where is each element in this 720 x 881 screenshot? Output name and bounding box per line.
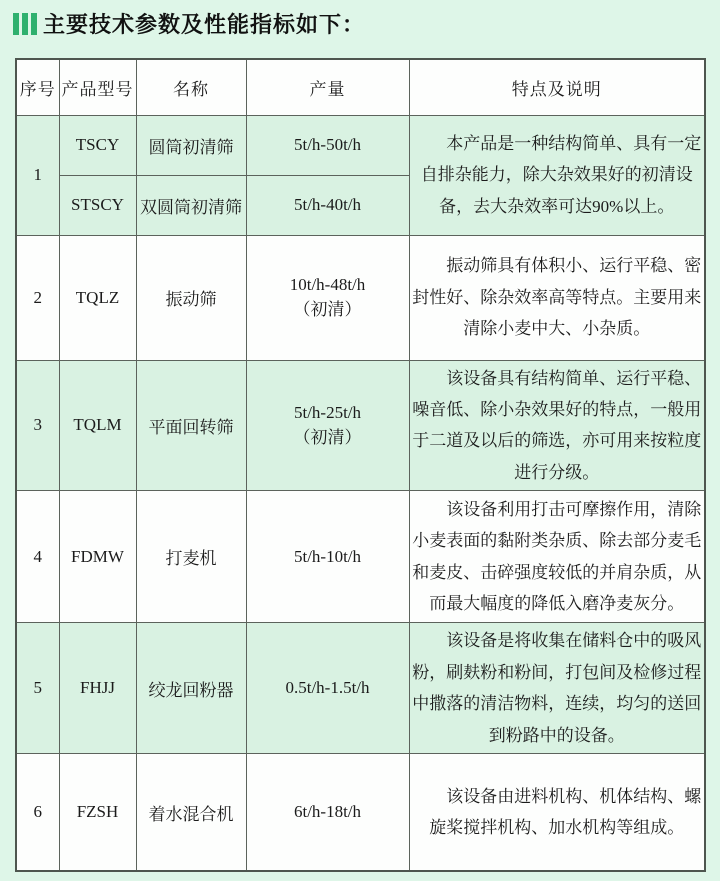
- cell-model: TSCY: [59, 115, 136, 175]
- cell-model: FZSH: [59, 754, 136, 871]
- cell-output: 5t/h-50t/h: [246, 115, 409, 175]
- cell-name: 圆筒初清筛: [136, 115, 246, 175]
- cell-index: 4: [16, 491, 59, 623]
- table-row: [16, 491, 705, 623]
- cell-model: TQLZ: [59, 235, 136, 360]
- column-header-model: 产品型号: [59, 59, 136, 115]
- description-text: 该设备是将收集在储料仓中的吸风粉，刷麸粉和粉间，打包间及检修过程中撒落的清洁物料，连续，均匀的送回到粉路中的设备。: [412, 631, 702, 745]
- cell-description: [409, 360, 705, 491]
- cell-model: FDMW: [59, 491, 136, 623]
- table-header-row: [16, 59, 705, 115]
- cell-index: 6: [16, 754, 59, 871]
- table-row: [16, 754, 705, 871]
- cell-output: 5t/h-10t/h: [246, 491, 409, 623]
- cell-name: 着水混合机: [136, 754, 246, 871]
- description-text: 该设备利用打击可摩擦作用，清除小麦表面的黏附类杂质、除去部分麦毛和麦皮、击碎强度较低的并肩杂质，从而最大幅度的降低入磨净麦灰分。: [412, 499, 702, 614]
- output-value: 5t/h-25t/h: [293, 402, 362, 422]
- cell-output: 5t/h-40t/h: [246, 175, 409, 235]
- cell-model: TQLM: [59, 360, 136, 491]
- column-header-features: 特点及说明: [409, 59, 705, 115]
- description-text: 该设备具有结构简单、运行平稳、噪音低、除小杂效果好的特点，一般用于二道及以后的筛选，亦可用来按粒度进行分级。: [412, 368, 702, 482]
- cell-description: [409, 754, 705, 871]
- column-header-name: 名称: [136, 59, 246, 115]
- output-value: 10t/h-48t/h: [289, 275, 366, 294]
- table-row: [16, 115, 705, 175]
- cell-output: [246, 360, 409, 491]
- cell-name: 打麦机: [136, 491, 246, 623]
- triple-bars-icon: [13, 13, 37, 35]
- cell-description: [409, 235, 705, 360]
- cell-output: 0.5t/h-1.5t/h: [246, 623, 409, 754]
- table-row: [16, 235, 705, 360]
- description-text: 振动筛具有体积小、运行平稳、密封性好、除杂效率高等特点。主要用来清除小麦中大、小杂质。: [412, 256, 702, 339]
- cell-description: [409, 115, 705, 235]
- cell-description: [409, 491, 705, 623]
- cell-output: 6t/h-18t/h: [246, 754, 409, 871]
- column-header-output: 产量: [246, 59, 409, 115]
- page-title-text: 主要技术参数及性能指标如下：: [43, 12, 366, 37]
- cell-name: 绞龙回粉器: [136, 623, 246, 754]
- page-title: [13, 8, 365, 39]
- cell-model: STSCY: [59, 175, 136, 235]
- column-header-index: 序号: [16, 59, 59, 115]
- cell-index: 1: [16, 115, 59, 235]
- description-text: 本产品是一种结构简单、具有一定自排杂能力，除大杂效果好的初清设备，去大杂效率可达90%以上。: [420, 133, 702, 216]
- cell-index: 5: [16, 623, 59, 754]
- table-row: [16, 623, 705, 754]
- cell-output: [246, 235, 409, 360]
- cell-index: 2: [16, 235, 59, 360]
- table-row: [16, 360, 705, 491]
- spec-table: [15, 58, 706, 872]
- output-note: （初清）: [293, 427, 362, 447]
- cell-description: [409, 623, 705, 754]
- cell-name: 平面回转筛: [136, 360, 246, 491]
- description-text: 该设备由进料机构、机体结构、螺旋桨搅拌机构、加水机构等组成。: [429, 786, 702, 837]
- cell-name: 振动筛: [136, 235, 246, 360]
- output-note: （初清）: [293, 300, 362, 319]
- cell-name: 双圆筒初清筛: [136, 175, 246, 235]
- cell-index: 3: [16, 360, 59, 491]
- cell-model: FHJJ: [59, 623, 136, 754]
